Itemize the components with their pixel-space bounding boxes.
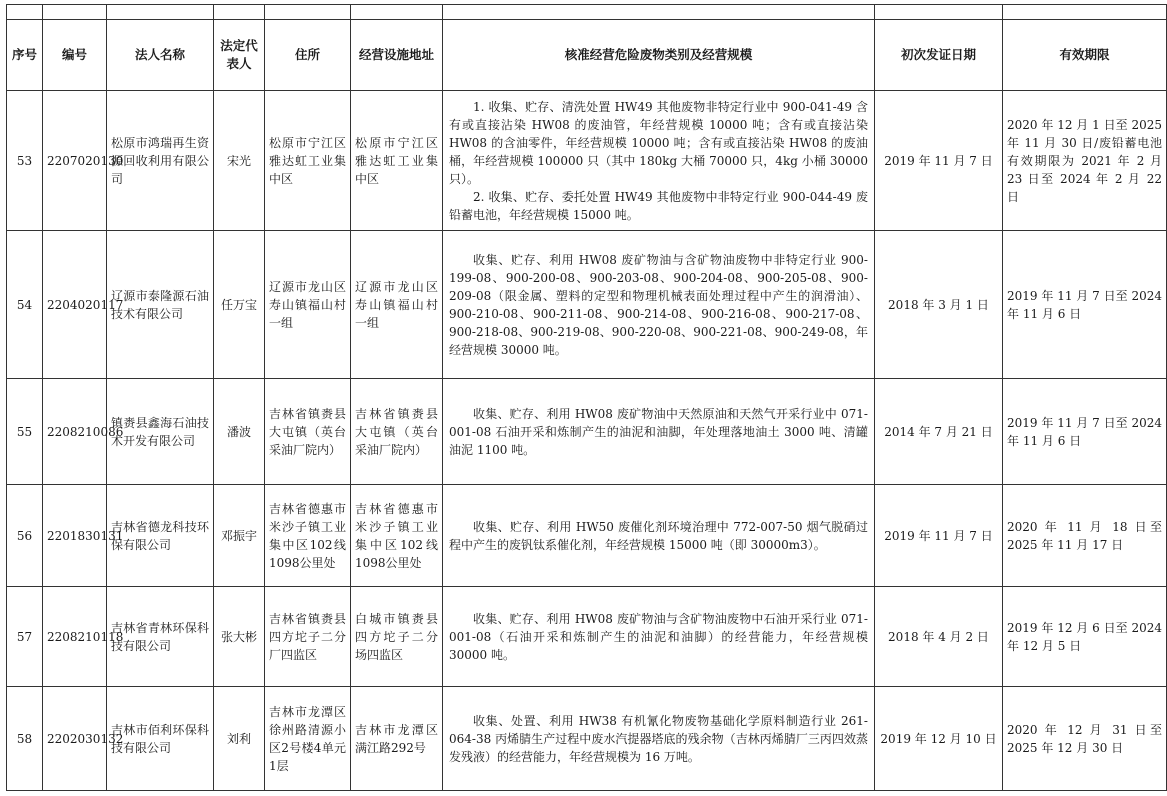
address-cell: 吉林省镇赉县大屯镇（英台采油厂院内） xyxy=(265,379,351,485)
scope-cell xyxy=(443,231,875,379)
valid-cell: 2019 年 11 月 7 日至 2024 年 11 月 6 日 xyxy=(1003,231,1167,379)
table-row xyxy=(7,231,1167,379)
name-cell: 吉林省青林环保科技有限公司 xyxy=(107,587,214,687)
rep-cell: 宋光 xyxy=(214,91,265,231)
scope-item: 1. 收集、贮存、清洗处置 HW49 其他废物非特定行业中 900-041-49 含有或直接沾染 HW08 的废油管，年经营规模 10000 吨；含有或直接沾染 HW08 的含油零件，年经营规模 10000 吨；含有或直接沾染 HW08 的废油桶，年经营规模 100000 只（其中 180kg 大桶 70000 只，4kg 小桶 30000 只）。 xyxy=(449,99,868,186)
scope-item: 收集、处置、利用 HW38 有机氰化物废物基础化学原料制造行业 261-064-38 丙烯腈生产过程中废水汽提器塔底的残余物（吉林丙烯腈厂三丙四效蒸发残液）的经营能力，年经营规模为 16 万吨。 xyxy=(449,713,868,764)
site-cell: 松原市宁江区雅达虹工业集中区 xyxy=(351,91,443,231)
site-cell: 吉林省镇赉县大屯镇（英台采油厂院内） xyxy=(351,379,443,485)
seq-cell: 55 xyxy=(7,379,43,485)
scope-item: 2. 收集、贮存、委托处置 HW49 其他废物中非特定行业 900-044-49 废铅蓄电池，年经营规模 15000 吨。 xyxy=(449,189,868,222)
seq-cell: 57 xyxy=(7,587,43,687)
code-cell: 2207020130 xyxy=(43,91,107,231)
site-cell: 吉林省德惠市米沙子镇工业集中区102线1098公里处 xyxy=(351,485,443,587)
scope-item: 收集、贮存、利用 HW08 废矿物油与含矿物油废物中石油开采行业 071-001-08（石油开采和炼制产生的油泥和油脚）的经营能力，年经营规模 30000 吨。 xyxy=(449,611,868,662)
header-seq: 序号 xyxy=(7,20,43,91)
address-cell: 吉林市龙潭区徐州路清源小区2号楼4单元1层 xyxy=(265,687,351,791)
address-cell: 辽源市龙山区寿山镇福山村一组 xyxy=(265,231,351,379)
seq-cell: 54 xyxy=(7,231,43,379)
rep-cell: 潘波 xyxy=(214,379,265,485)
address-cell: 吉林省镇赉县四方坨子二分厂四监区 xyxy=(265,587,351,687)
scope-cell xyxy=(443,687,875,791)
name-cell: 吉林省德龙科技环保有限公司 xyxy=(107,485,214,587)
valid-cell: 2020 年 12 月 31 日至 2025 年 12 月 30 日 xyxy=(1003,687,1167,791)
scope-item: 收集、贮存、利用 HW50 废催化剂环境治理中 772-007-50 烟气脱硝过程中产生的废钒钛系催化剂，年经营规模 15000 吨（即 30000m3）。 xyxy=(449,519,868,552)
valid-cell: 2019 年 12 月 6 日至 2024 年 12 月 5 日 xyxy=(1003,587,1167,687)
rep-cell: 邓振宇 xyxy=(214,485,265,587)
valid-cell: 2019 年 11 月 7 日至 2024 年 11 月 6 日 xyxy=(1003,379,1167,485)
table-row xyxy=(7,485,1167,587)
table-row xyxy=(7,587,1167,687)
code-cell: 2202030132 xyxy=(43,687,107,791)
rep-cell: 张大彬 xyxy=(214,587,265,687)
name-cell: 松原市鸿瑞再生资源回收利用有限公司 xyxy=(107,91,214,231)
header-rep: 法定代表人 xyxy=(214,20,265,91)
scope-item: 收集、贮存、利用 HW08 废矿物油中天然原油和天然气开采行业中 071-001-08 石油开采和炼制产生的油泥和油脚，年处理落地油土 3000 吨、清罐油泥 1100 吨。 xyxy=(449,406,868,457)
first-date-cell: 2018 年 3 月 1 日 xyxy=(875,231,1003,379)
code-cell: 2208210086 xyxy=(43,379,107,485)
seq-cell: 56 xyxy=(7,485,43,587)
header-code: 编号 xyxy=(43,20,107,91)
name-cell: 镇赉县鑫海石油技术开发有限公司 xyxy=(107,379,214,485)
table-row xyxy=(7,687,1167,791)
seq-cell: 53 xyxy=(7,91,43,231)
scope-cell xyxy=(443,379,875,485)
address-cell: 吉林省德惠市米沙子镇工业集中区102线1098公里处 xyxy=(265,485,351,587)
table-row xyxy=(7,379,1167,485)
blank-top-row xyxy=(7,5,1167,20)
site-cell: 白城市镇赉县四方坨子二分场四监区 xyxy=(351,587,443,687)
code-cell: 2201830131 xyxy=(43,485,107,587)
valid-cell: 2020 年 11 月 18 日至 2025 年 11 月 17 日 xyxy=(1003,485,1167,587)
first-date-cell: 2019 年 11 月 7 日 xyxy=(875,91,1003,231)
header-name: 法人名称 xyxy=(107,20,214,91)
first-date-cell: 2019 年 11 月 7 日 xyxy=(875,485,1003,587)
code-cell: 2204020117 xyxy=(43,231,107,379)
name-cell: 吉林市佰利环保科技有限公司 xyxy=(107,687,214,791)
first-date-cell: 2014 年 7 月 21 日 xyxy=(875,379,1003,485)
header-scope: 核准经营危险废物类别及经营规模 xyxy=(443,20,875,91)
site-cell: 辽源市龙山区寿山镇福山村一组 xyxy=(351,231,443,379)
scope-cell xyxy=(443,91,875,231)
header-row xyxy=(7,20,1167,91)
rep-cell: 任万宝 xyxy=(214,231,265,379)
address-cell: 松原市宁江区雅达虹工业集中区 xyxy=(265,91,351,231)
scope-cell xyxy=(443,587,875,687)
table-row xyxy=(7,91,1167,231)
hazardous-waste-license-table xyxy=(6,4,1167,791)
header-first-date: 初次发证日期 xyxy=(875,20,1003,91)
first-date-cell: 2019 年 12 月 10 日 xyxy=(875,687,1003,791)
scope-cell xyxy=(443,485,875,587)
first-date-cell: 2018 年 4 月 2 日 xyxy=(875,587,1003,687)
header-address: 住所 xyxy=(265,20,351,91)
valid-cell: 2020 年 12 月 1 日至 2025 年 11 月 30 日/废铅蓄电池有效期限为 2021 年 2 月 23 日至 2024 年 2 月 22 日 xyxy=(1003,91,1167,231)
code-cell: 2208210118 xyxy=(43,587,107,687)
seq-cell: 58 xyxy=(7,687,43,791)
name-cell: 辽源市泰隆源石油技术有限公司 xyxy=(107,231,214,379)
header-site: 经营设施地址 xyxy=(351,20,443,91)
scope-item: 收集、贮存、利用 HW08 废矿物油与含矿物油废物中非特定行业 900-199-08、900-200-08、900-203-08、900-204-08、900-205-08、900-209-08（限金属、塑料的定型和物理机械表面处理过程中产生的润滑油）、900-210-08、900-211-08、900-214-08、900-216-08、900-217-08、900-218-08、900-219-08、900-220-08、900-221-08、900-249-08，年经营规模 30000 吨。 xyxy=(449,252,868,357)
site-cell: 吉林市龙潭区满江路292号 xyxy=(351,687,443,791)
rep-cell: 刘利 xyxy=(214,687,265,791)
header-valid: 有效期限 xyxy=(1003,20,1167,91)
